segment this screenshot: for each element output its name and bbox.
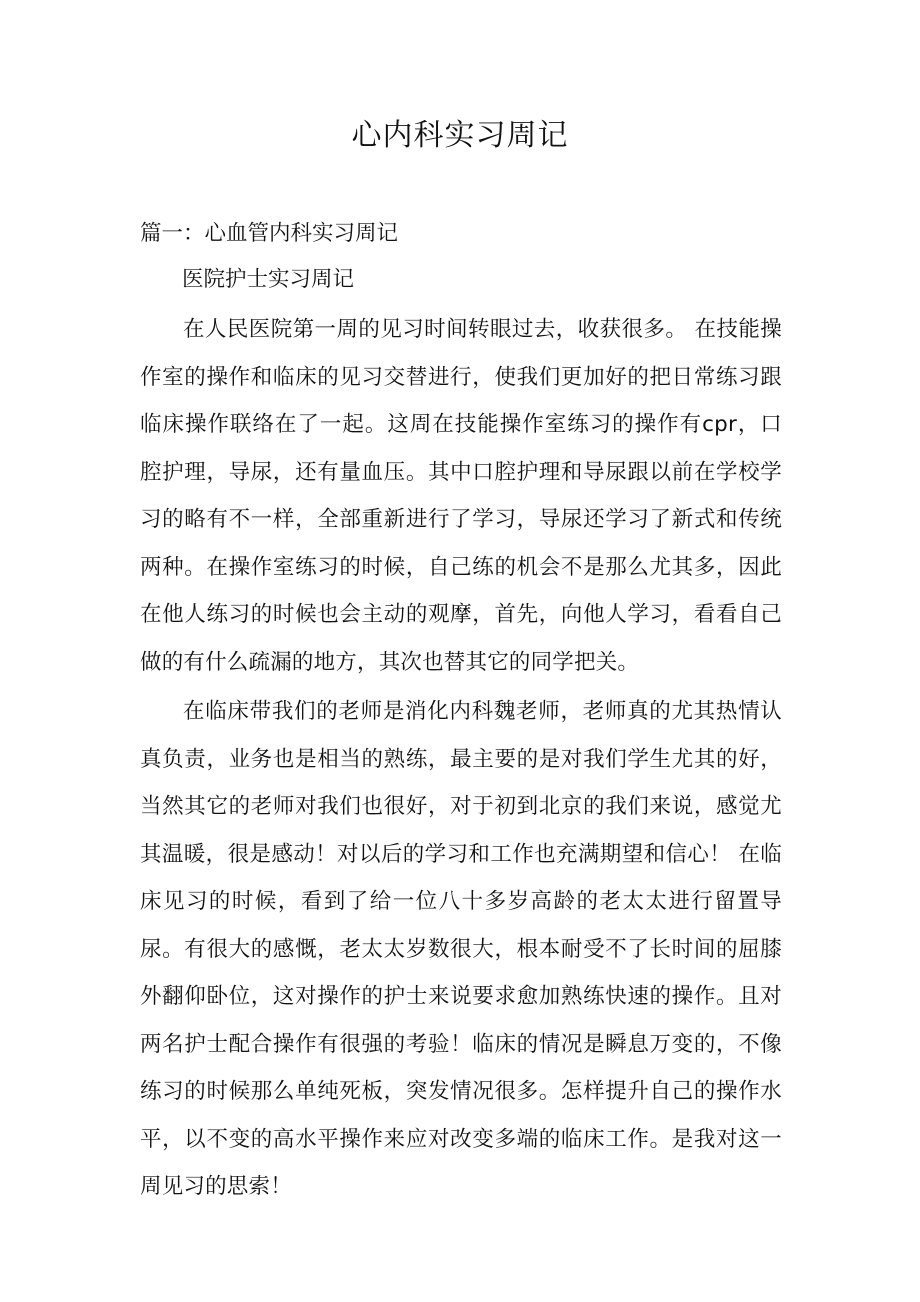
paragraph-1: 在人民医院第一周的见习时间转眼过去，收获很多。 在技能操作室的操作和临床的见习交替进行，使我们更加好的把日常练习跟临床操作联络在了一起。这周在技能操作室练习的操作有cpr，口腔护理，导尿，还有量血压。其中口腔护理和导尿跟以前在学校学习的略有不一样，全部重新进行了学习，导尿还学习了新式和传统两种。在操作室练习的时候，自己练的机会不是那么尤其多，因此在他人练习的时候也会主动的观摩，首先，向他人学习，看看自己做的有什么疏漏的地方，其次也替其它的同学把关。	[140, 317, 782, 675]
sub-heading: 医院护士实习周记	[182, 267, 355, 292]
document-title: 心内科实习周记	[351, 118, 569, 153]
section-heading: 篇一：心血管内科实习周记	[140, 221, 399, 246]
paragraph-2: 在临床带我们的老师是消化内科魏老师，老师真的尤其热情认真负责，业务也是相当的熟练，最主要的是对我们学生尤其的好，当然其它的老师对我们也很好，对于初到北京的我们来说，感觉尤其温暖，很是感动！对以后的学习和工作也充满期望和信心！ 在临床见习的时候，看到了给一位八十多岁高龄的老太太进行留置导尿。有很大的感慨，老太太岁数很大，根本耐受不了长时间的屈膝外翻仰卧位，这对操作的护士来说要求愈加熟练快速的操作。且对两名护士配合操作有很强的考验！临床的情况是瞬息万变的，不像练习的时候那么单纯死板，突发情况很多。怎样提升自己的操作水平，以不变的高水平操作来应对改变多端的临床工作。是我对这一周见习的思索！	[140, 699, 782, 1199]
